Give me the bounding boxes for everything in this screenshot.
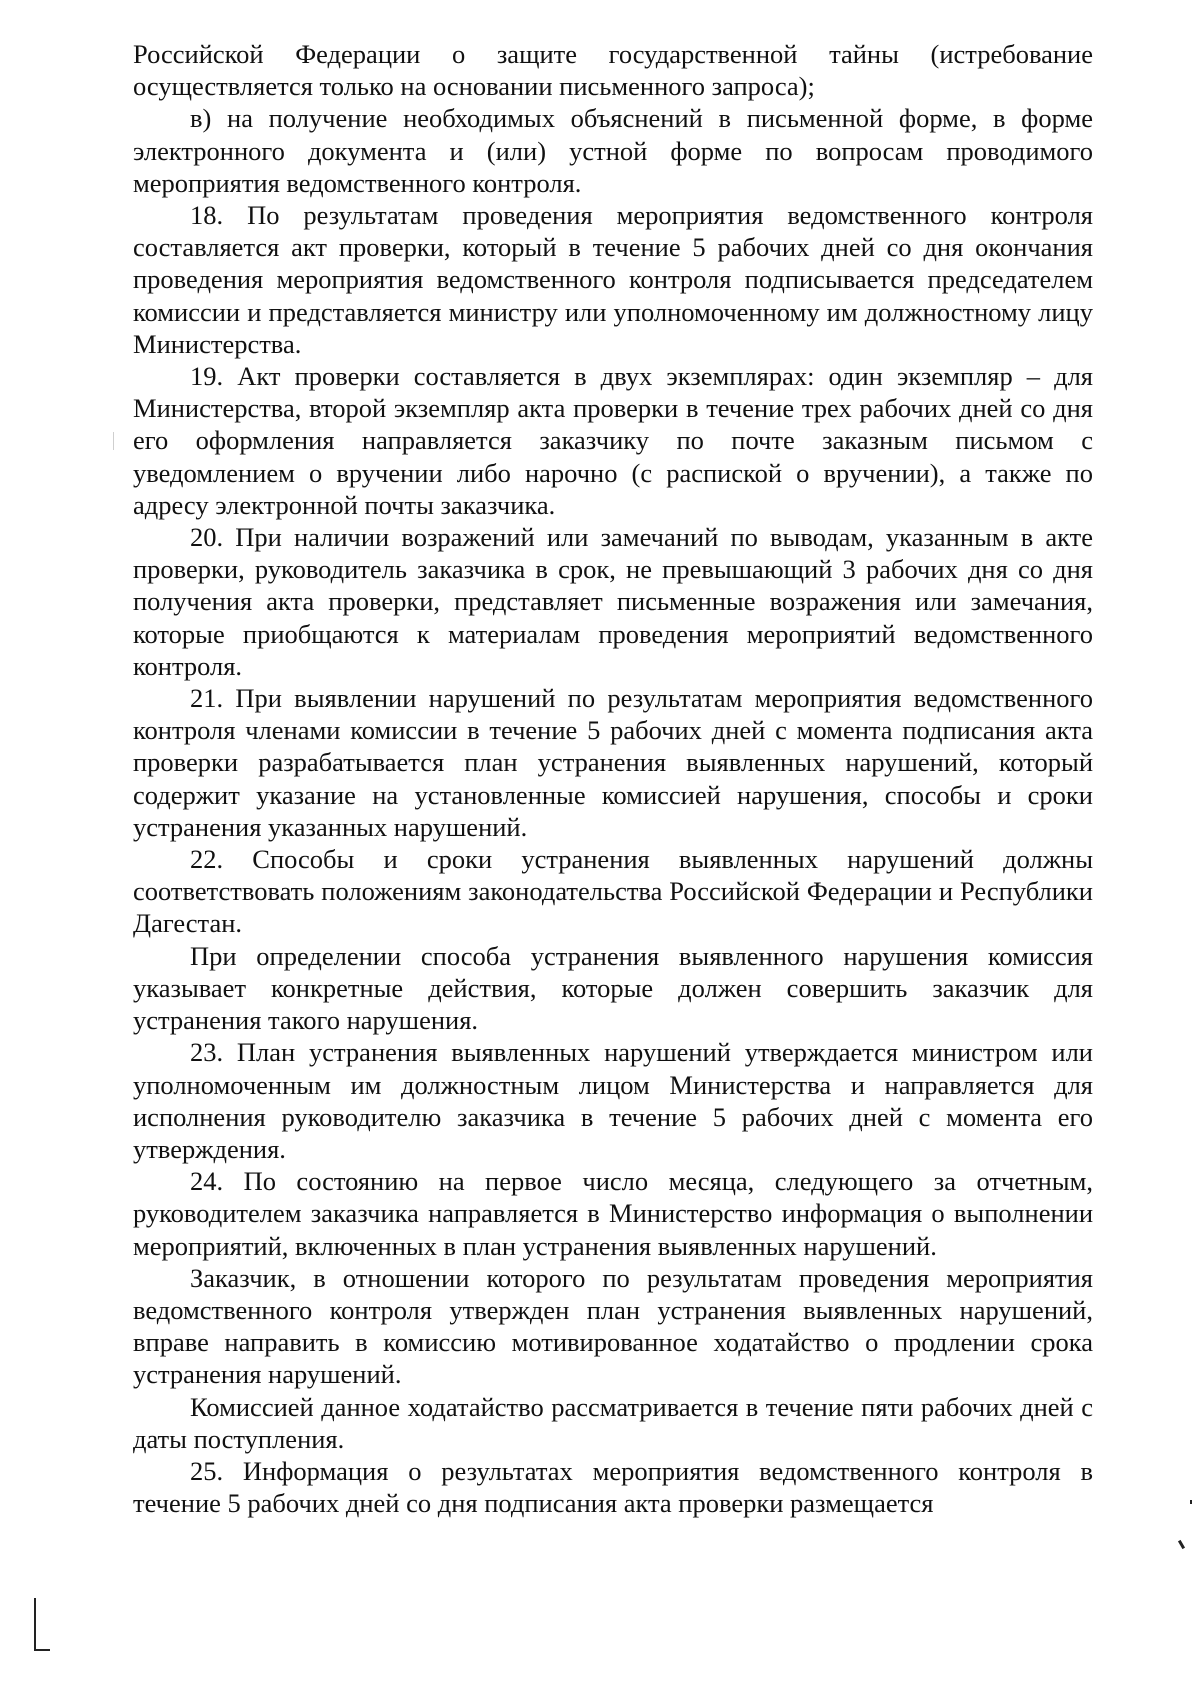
scan-edge-mark [34, 1649, 50, 1651]
paragraph-22: 22. Способы и сроки устранения выявленных нарушений должны соответствовать положениям законодательства Российской Федерации и Республики Дагестан. [133, 844, 1093, 939]
paragraph-item-v: в) на получение необходимых объяснений в письменной форме, в форме электронного документа и (или) устной форме по вопросам проводимого мероприятия ведомственного контроля. [133, 103, 1093, 198]
paragraph-24: 24. По состоянию на первое число месяца, следующего за отчетным, руководителем заказчика направляется в Министерство информация о выполнении мероприятий, включенных в план устранения выявленных нарушений. [133, 1166, 1093, 1261]
scan-edge-mark [34, 1598, 36, 1650]
paragraph-24-review: Комиссией данное ходатайство рассматривается в течение пяти рабочих дней с даты поступления. [133, 1391, 1093, 1454]
paragraph-continuation: Российской Федерации о защите государственной тайны (истребование осуществляется только на основании письменного запроса); [133, 39, 1093, 102]
scan-speck [113, 432, 114, 450]
paragraph-22-detail: При определении способа устранения выявленного нарушения комиссия указывает конкретные действия, которые должен совершить заказчик для устранения такого нарушения. [133, 940, 1093, 1036]
paragraph-19: 19. Акт проверки составляется в двух экземплярах: один экземпляр – для Министерства, второй экземпляр акта проверки в течение трех рабочих дней со дня его оформления направляется заказчику по почте заказным письмом с уведомлением о вручении либо нарочно (с распиской о вручении), а также по адресу электронной почты заказчика. [133, 361, 1093, 520]
scan-speck [1190, 1500, 1192, 1504]
scan-speck [1178, 1540, 1185, 1549]
paragraph-20: 20. При наличии возражений или замечаний по выводам, указанным в акте проверки, руководитель заказчика в срок, не превышающий 3 рабочих дня со дня получения акта проверки, представляет письменные возражения или замечания, которые приобщаются к материалам проведения мероприятий ведомственного контроля. [133, 522, 1093, 681]
paragraph-24-petition: Заказчик, в отношении которого по результатам проведения мероприятия ведомственного контроля утвержден план устранения выявленных нарушений, вправе направить в комиссию мотивированное ходатайство о продлении срока устранения нарушений. [133, 1262, 1093, 1390]
document-body [133, 38, 1093, 1519]
paragraph-23: 23. План устранения выявленных нарушений утверждается министром или уполномоченным им должностным лицом Министерства и направляется для исполнения руководителю заказчика в течение 5 рабочих дней с момента его утверждения. [133, 1037, 1093, 1164]
paragraph-25: 25. Информация о результатах мероприятия ведомственного контроля в течение 5 рабочих дней со дня подписания акта проверки размещается [133, 1455, 1093, 1519]
paragraph-18: 18. По результатам проведения мероприятия ведомственного контроля составляется акт проверки, который в течение 5 рабочих дней со дня окончания проведения мероприятия ведомственного контроля подписывается председателем комиссии и представляется министру или уполномоченному им должностному лицу Министерства. [133, 200, 1093, 359]
paragraph-21: 21. При выявлении нарушений по результатам мероприятия ведомственного контроля членами комиссии в течение 5 рабочих дней с момента подписания акта проверки разрабатывается план устранения выявленных нарушений, который содержит указание на установленные комиссией нарушения, способы и сроки устранения указанных нарушений. [133, 683, 1093, 842]
